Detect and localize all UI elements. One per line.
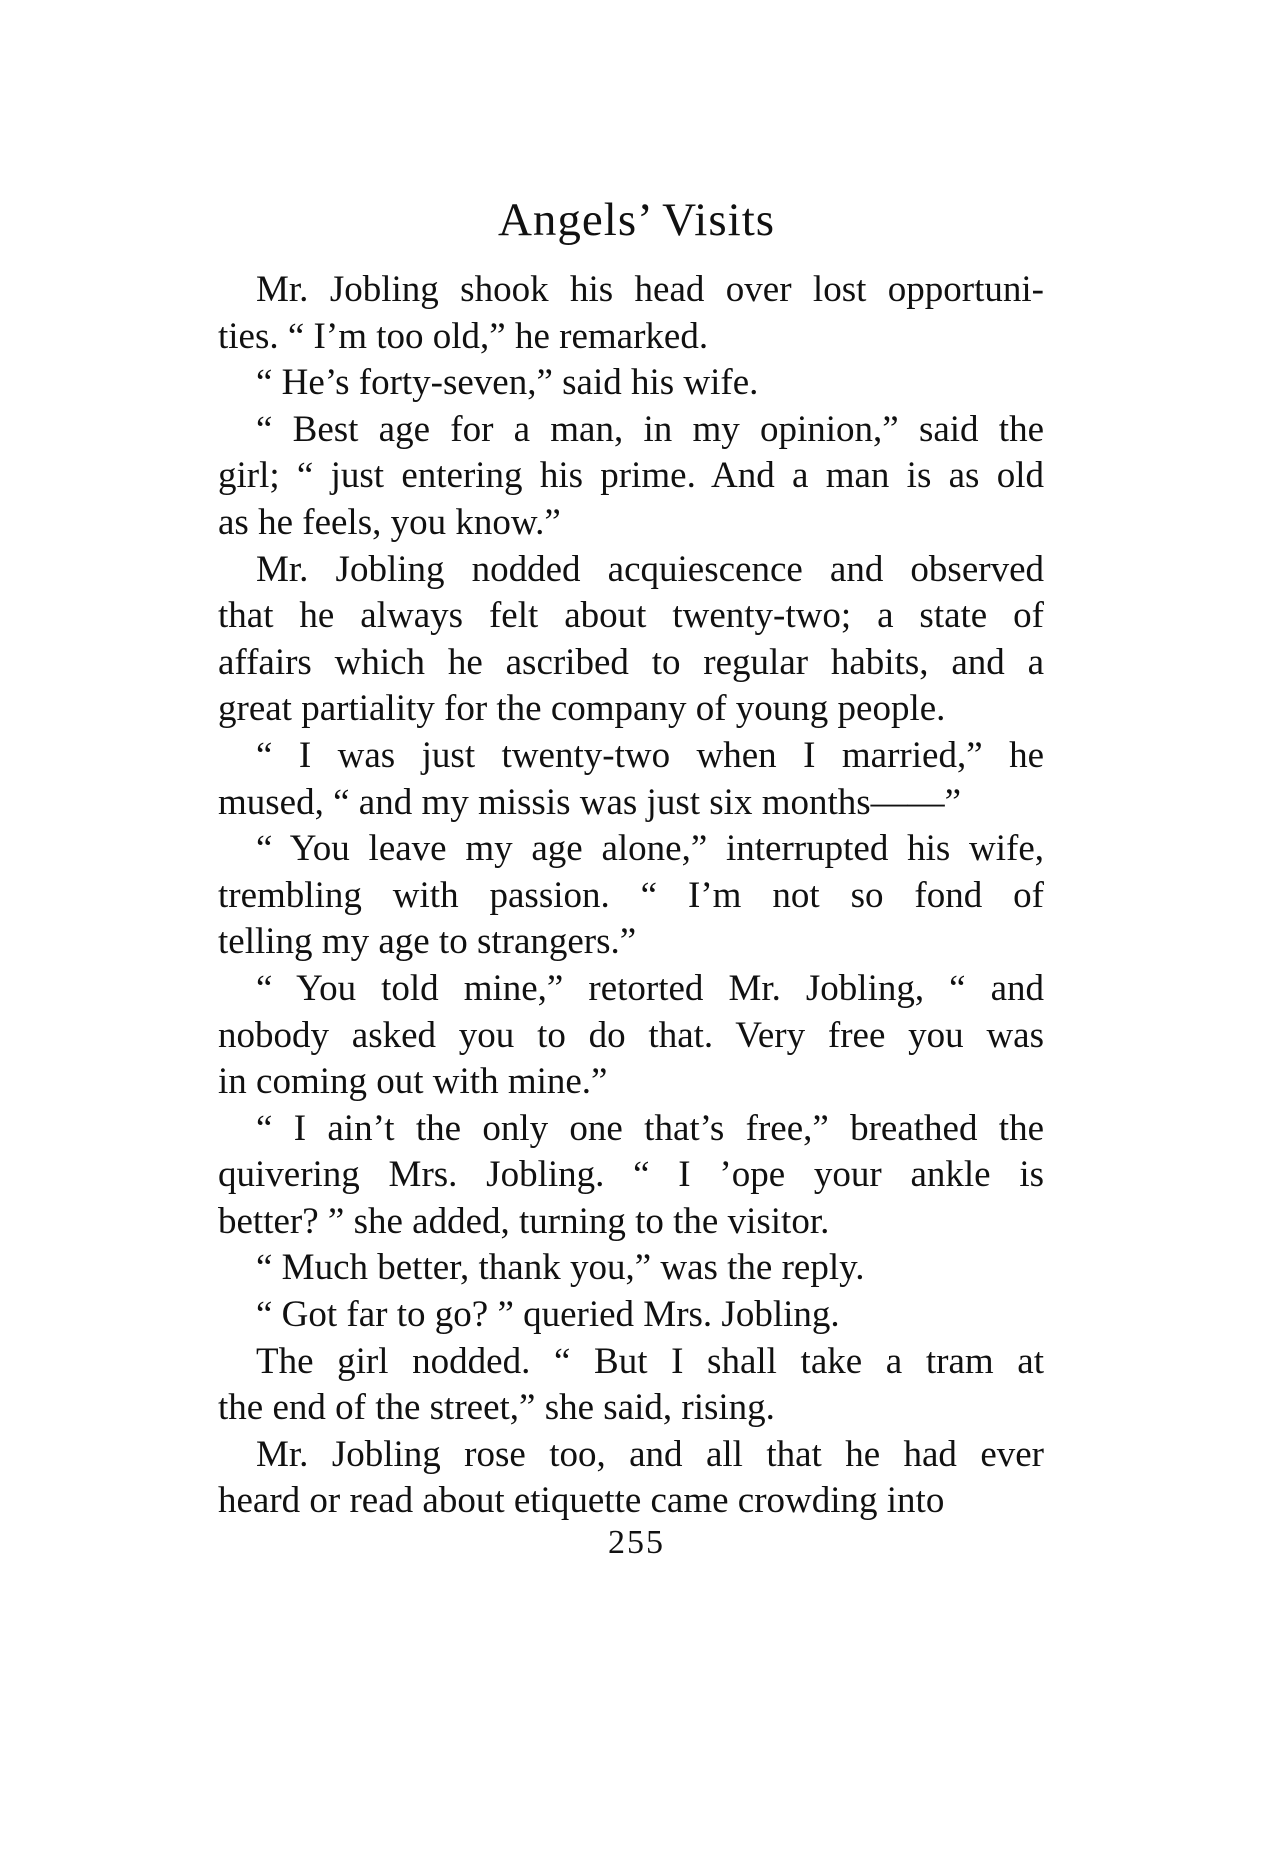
text-line: nobody asked you to do that. Very free you was	[218, 1014, 1044, 1056]
paragraph	[218, 826, 1044, 966]
paragraph	[218, 1106, 1044, 1246]
paragraph	[218, 1432, 1044, 1525]
text-line: Mr. Jobling shook his head over lost opportuni-	[256, 269, 1044, 310]
text-line: “ Best age for a man, in my opinion,” said the	[256, 408, 1044, 450]
text-line: great partiality for the company of young people.	[218, 688, 946, 730]
paragraph	[218, 267, 1044, 360]
page-number: 255	[608, 1524, 665, 1561]
running-head-title: Angels’ Visits	[497, 194, 776, 246]
paragraph	[218, 547, 1044, 733]
text-line: heard or read about etiquette came crowding into	[218, 1480, 945, 1522]
text-line: mused, “ and my missis was just six months——”	[218, 781, 962, 823]
text-line: “ Got far to go? ” queried Mrs. Jobling.	[256, 1294, 840, 1336]
text-line: affairs which he ascribed to regular habits, and a	[218, 641, 1044, 683]
body-text	[218, 267, 1044, 1525]
text-line: telling my age to strangers.”	[218, 921, 637, 963]
paragraph	[218, 1245, 1044, 1292]
text-line: “ I ain’t the only one that’s free,” breathed the	[256, 1107, 1044, 1149]
text-line: “ You leave my age alone,” interrupted his wife,	[256, 828, 1044, 870]
text-line: Mr. Jobling rose too, and all that he had ever	[256, 1433, 1044, 1475]
paragraph	[218, 1292, 1044, 1339]
paragraph	[218, 733, 1044, 826]
text-line: “ Much better, thank you,” was the reply.	[256, 1247, 865, 1289]
text-line: girl; “ just entering his prime. And a man is as old	[218, 455, 1044, 497]
text-line: Mr. Jobling nodded acquiescence and observed	[256, 548, 1044, 590]
text-line: The girl nodded. “ But I shall take a tram at	[256, 1340, 1044, 1382]
text-line: in coming out with mine.”	[218, 1061, 608, 1103]
paragraph	[218, 407, 1044, 547]
text-line: the end of the street,” she said, rising.	[218, 1387, 775, 1429]
text-line: “ He’s forty-seven,” said his wife.	[256, 362, 759, 404]
text-line: that he always felt about twenty-two; a state of	[218, 595, 1044, 637]
text-line: “ I was just twenty-two when I married,” he	[256, 734, 1044, 776]
text-line: “ You told mine,” retorted Mr. Jobling, “ and	[256, 967, 1044, 1009]
paragraph	[218, 966, 1044, 1106]
text-line: better? ” she added, turning to the visitor.	[218, 1200, 830, 1242]
paragraph	[218, 1339, 1044, 1432]
paragraph	[218, 360, 1044, 407]
text-line: trembling with passion. “ I’m not so fond of	[218, 874, 1044, 916]
text-line: as he feels, you know.”	[218, 501, 561, 543]
text-line: quivering Mrs. Jobling. “ I ’ope your ankle is	[218, 1154, 1044, 1196]
text-line: ties. “ I’m too old,” he remarked.	[218, 315, 709, 357]
